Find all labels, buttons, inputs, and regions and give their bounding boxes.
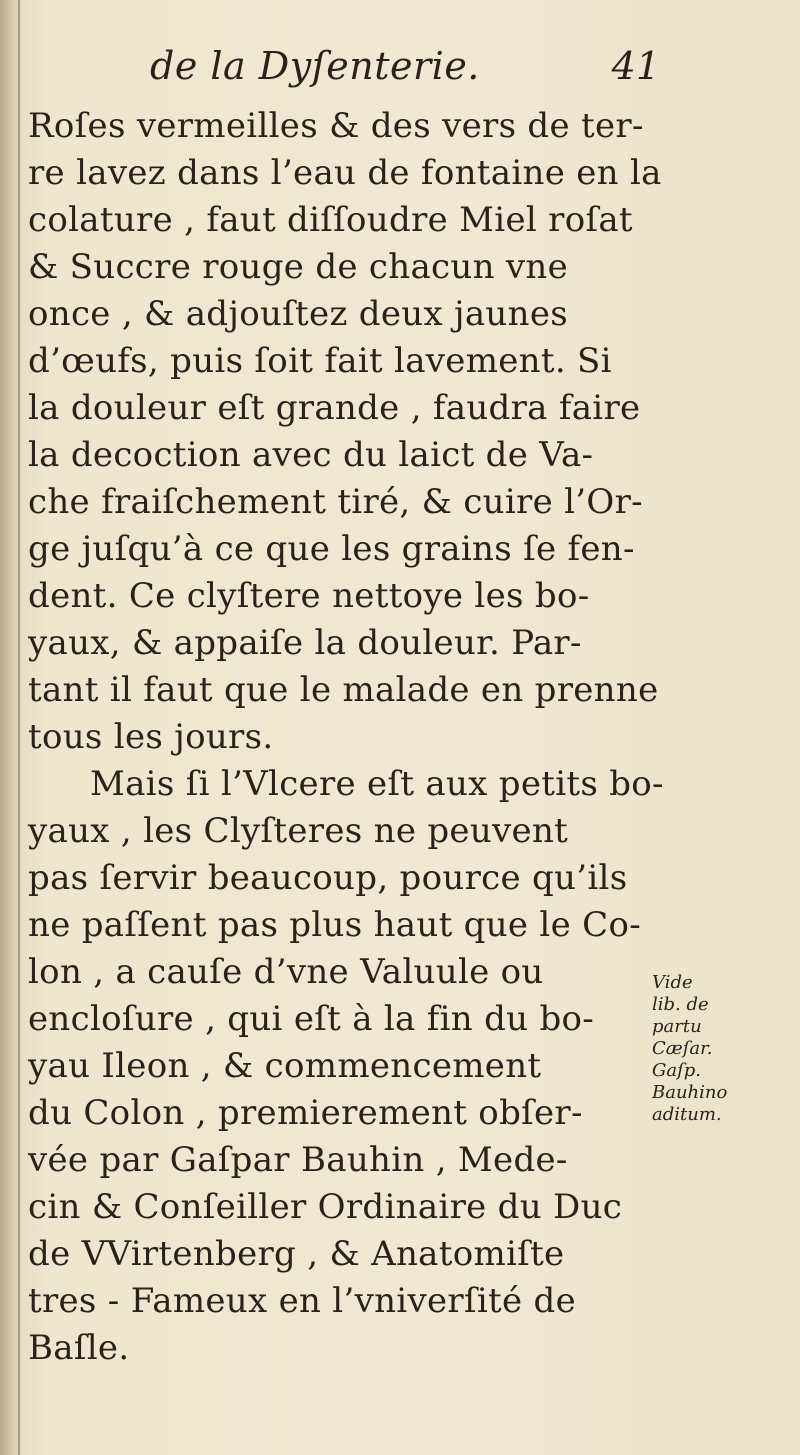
text-line: d’œufs, puis ſoit fait lavement. Si <box>28 341 612 381</box>
margin-note-line: aditum. <box>652 1104 722 1125</box>
text-line: & Succre rouge de chacun vne <box>28 247 569 287</box>
text-line: de VVirtenberg , & Anatomiſte <box>28 1234 565 1274</box>
paragraph-start-line: Mais ſi l’Vlcere eſt aux petits bo- <box>90 764 664 804</box>
margin-note-line: partu <box>652 1016 702 1037</box>
text-line: yaux , les Clyſteres ne peuvent <box>28 811 569 851</box>
text-line: ne paſſent pas plus haut que le Co- <box>28 905 642 945</box>
text-line: lon , a cauſe d’vne Valuule ou <box>28 952 544 992</box>
body-text <box>28 103 664 1372</box>
text-line: la douleur eſt grande , faudra faire <box>28 388 641 428</box>
binding-edge <box>18 0 20 1455</box>
text-line: re lavez dans l’eau de fontaine en la <box>28 153 662 193</box>
text-line: Roſes vermeilles & des vers de ter- <box>28 106 644 146</box>
text-line: tous les jours. <box>28 717 274 757</box>
marginal-note <box>652 972 792 1126</box>
margin-note-line: lib. de <box>652 994 709 1015</box>
text-line: che fraiſchement tiré, & cuire l’Or- <box>28 482 643 522</box>
text-line: du Colon , premierement obſer- <box>28 1093 583 1133</box>
margin-note-line: Vide <box>652 972 693 993</box>
text-line: dent. Ce clyſtere nettoye les bo- <box>28 576 590 616</box>
margin-note-line: Cæſar. <box>652 1038 713 1059</box>
margin-note-line: Gaſp. <box>652 1060 702 1081</box>
text-line: tres - Fameux en l’vniverſité de <box>28 1281 576 1321</box>
text-line: encloſure , qui eſt à la fin du bo- <box>28 999 595 1039</box>
text-line: yaux, & appaiſe la douleur. Par- <box>28 623 582 663</box>
margin-note-line: Bauhino <box>652 1082 728 1103</box>
text-line: cin & Conſeiller Ordinaire du Duc <box>28 1187 623 1227</box>
page-number: 41 <box>611 44 660 88</box>
text-line: once , & adjouſtez deux jaunes <box>28 294 569 334</box>
text-line: colature , faut diſſoudre Miel roſat <box>28 200 633 240</box>
running-title: de la Dyſenterie. <box>150 44 480 88</box>
text-line: vée par Gaſpar Bauhin , Mede- <box>28 1140 568 1180</box>
text-line: Baſle. <box>28 1328 130 1368</box>
text-line: pas ſervir beaucoup, pource qu’ils <box>28 858 628 898</box>
text-line: yau Ileon , & commencement <box>28 1046 542 1086</box>
text-line: la decoction avec du laict de Va- <box>28 435 594 475</box>
text-line: tant il faut que le malade en prenne <box>28 670 659 710</box>
page-header <box>150 44 660 104</box>
text-line: ge juſqu’à ce que les grains ſe fen- <box>28 529 635 569</box>
